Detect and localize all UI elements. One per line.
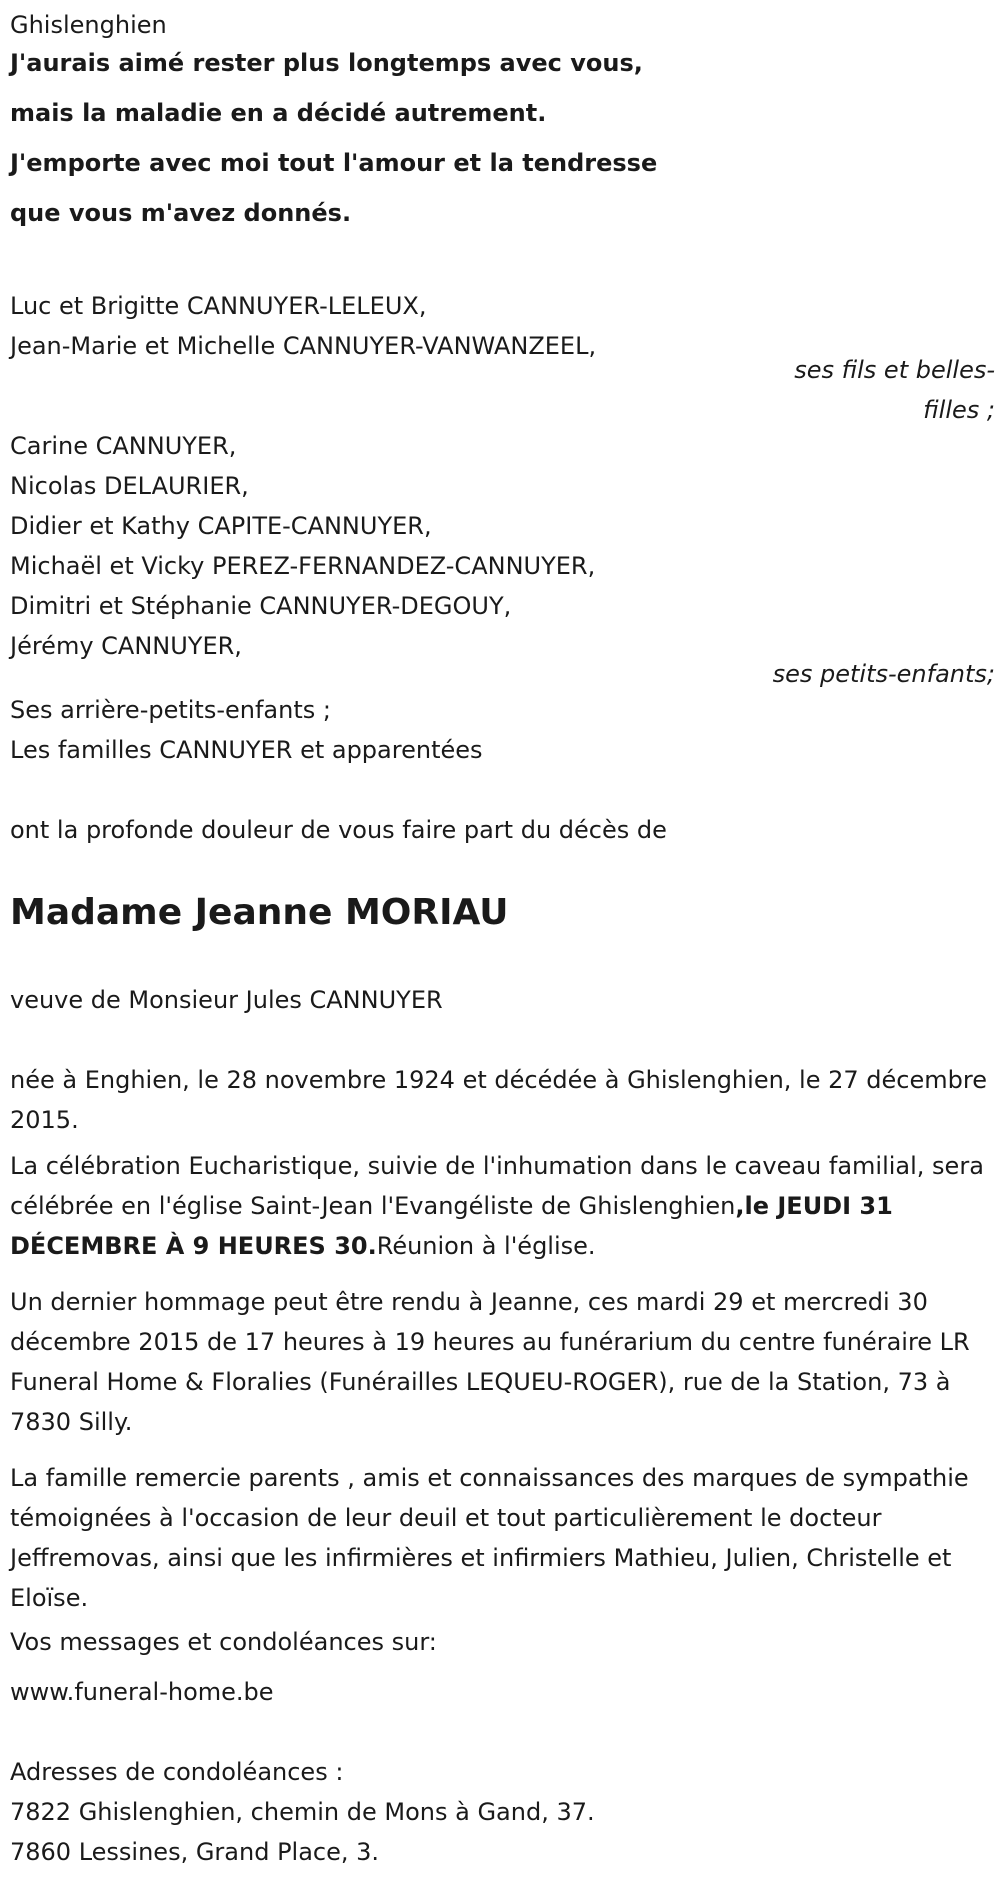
poem [10,38,657,238]
poem-line: J'emporte avec moi tout l'amour et la tendresse [10,149,658,177]
ceremony-date: ,le JEUDI 31 DÉCEMBRE À 9 HEURES 30. [10,1192,893,1260]
deceased-name: Madame Jeanne MORIAU [10,892,509,933]
children-role [10,350,995,430]
grandchild-entry: Didier et Kathy CAPITE-CANNUYER, [10,512,432,540]
tribute: Un dernier hommage peut être rendu à Jeanne, ces mardi 29 et mercredi 30 décembre 2015 de 17 heures à 19 heures au funérarium du centre funéraire LR Funeral Home & Floralies (Funérailles LEQUEU-ROGER), rue de la Station, 73 à 7830 Silly. [10,1288,970,1436]
announcement: ont la profonde douleur de vous faire part du décès de [10,816,667,844]
ceremony-text: La célébration Eucharistique, suivie de l'inhumation dans le caveau familial, sera célébrée en l'église Saint-Jean l'Evangéliste de Ghislenghien [10,1152,984,1220]
widow-of: veuve de Monsieur Jules CANNUYER [10,986,443,1014]
ceremony [10,1146,995,1266]
child-entry: Jean-Marie et Michelle CANNUYER-VANWANZEEL, [10,332,597,360]
poem-line: J'aurais aimé rester plus longtemps avec vous, [10,49,643,77]
address-entry: 7860 Lessines, Grand Place, 3. [10,1838,380,1866]
location-header: Ghislenghien [10,11,167,39]
website-link[interactable]: www.funeral-home.be [10,1678,274,1706]
birth-death: née à Enghien, le 28 novembre 1924 et décédée à Ghislenghien, le 27 décembre 2015. [10,1066,987,1134]
grandchild-entry: Nicolas DELAURIER, [10,472,249,500]
child-entry: Luc et Brigitte CANNUYER-LELEUX, [10,292,427,320]
poem-line: mais la maladie en a décidé autrement. [10,99,547,127]
addresses-label: Adresses de condoléances : [10,1758,344,1786]
grandchildren-role: ses petits-enfants; [772,660,995,688]
children-role-line: ses fils et belles- [794,356,995,384]
grandchild-entry: Dimitri et Stéphanie CANNUYER-DEGOUY, [10,592,512,620]
address-entry: 7822 Ghislenghien, chemin de Mons à Gand, 37. [10,1798,595,1826]
grandchildren-list [10,426,595,666]
families: Les familles CANNUYER et apparentées [10,736,483,764]
grandchild-entry: Carine CANNUYER, [10,432,237,460]
grandchild-entry: Jérémy CANNUYER, [10,632,242,660]
ceremony-meeting: Réunion à l'église. [376,1232,596,1260]
poem-line: que vous m'avez donnés. [10,199,352,227]
great-grandchildren: Ses arrière-petits-enfants ; [10,696,331,724]
grandchild-entry: Michaël et Vicky PEREZ-FERNANDEZ-CANNUYER, [10,552,596,580]
messages-label: Vos messages et condoléances sur: [10,1628,437,1656]
thanks: La famille remercie parents , amis et connaissances des marques de sympathie témoignées à l'occasion de leur deuil et tout particulièrement le docteur Jeffremovas, ainsi que les infirmières et infirmiers Mathieu, Julien, Christelle et Eloïse. [10,1464,969,1612]
children-role-line: filles ; [923,396,995,424]
